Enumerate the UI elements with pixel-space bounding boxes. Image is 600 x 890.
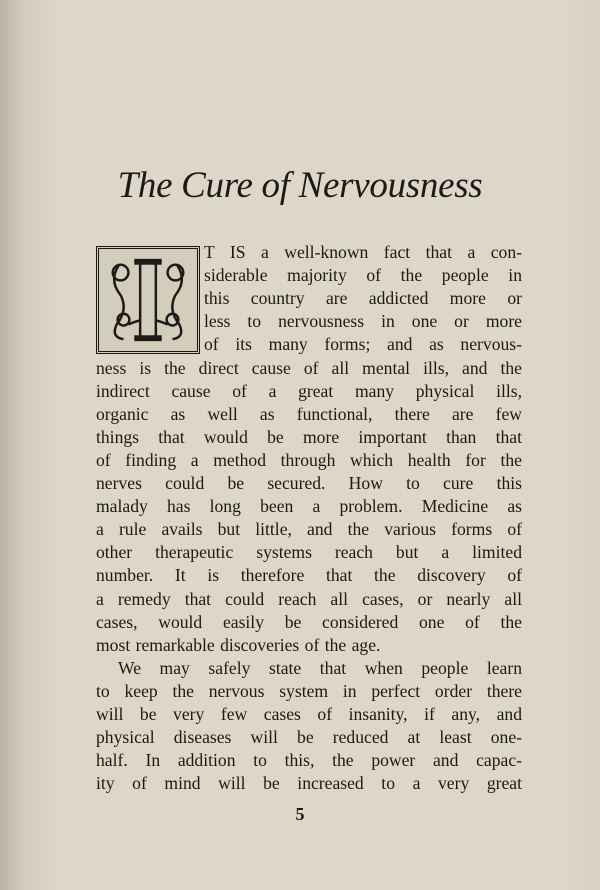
text-line: less to nervousness in one or more [204,311,522,332]
text-line: ness is the direct cause of all mental ills, and the [96,357,522,378]
text-line: We may safely state that when people learn [118,657,522,678]
text-line: to keep the nervous system in perfect order there [96,680,522,701]
text-line: things that would be more important than that [96,426,522,447]
text-line: this country are addicted more or [204,288,522,309]
text-line: number. It is therefore that the discovery of [96,565,522,586]
text-line: cases, would easily be considered one of the [96,611,522,632]
text-line: of finding a method through which health for the [96,449,522,470]
text-line: a rule avails but little, and the various forms of [96,519,522,540]
text-line: siderable majority of the people in [204,265,522,286]
text-line: organic as well as functional, there are few [96,403,522,424]
page-number: 5 [295,804,305,824]
text-line: malady has long been a problem. Medicine as [96,496,522,517]
text-line: nerves could be secured. How to cure this [96,473,522,493]
text-line: ity of mind will be increased to a very great [96,773,522,794]
text-line: T IS a well-known fact that a con- [204,242,522,262]
text-line: most remarkable discoveries of the age. [96,634,381,655]
text-line: half. In addition to this, the power and capac- [96,750,522,771]
chapter-title: The Cure of Nervousness [117,165,483,206]
ornamental-drop-cap [96,246,200,354]
text-line: other therapeutic systems reach but a limited [96,542,522,563]
text-line: physical diseases will be reduced at least one- [96,727,522,748]
text-line: of its many forms; and as nervous- [204,334,522,355]
text-line: a remedy that could reach all cases, or nearly all [96,588,522,609]
text-line: indirect cause of a great many physical ills, [96,380,522,401]
text-line: will be very few cases of insanity, if any, and [96,704,522,724]
drop-cap-ornament-icon [99,249,197,351]
